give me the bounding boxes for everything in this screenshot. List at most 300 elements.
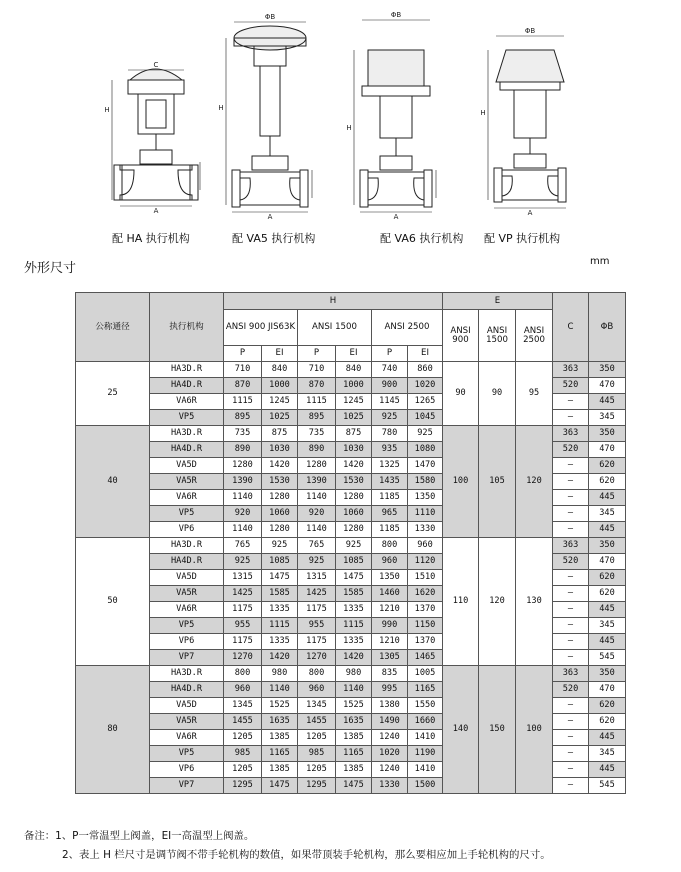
- c-cell: –: [553, 474, 589, 490]
- h-2500-ei: 1330: [408, 522, 443, 538]
- caption-va5: 配 VA5 执行机构: [232, 232, 316, 245]
- h-1500-ei: 1635: [336, 714, 372, 730]
- h-900-ei: 875: [262, 426, 298, 442]
- h-1500-ei: 875: [336, 426, 372, 442]
- h-1500-p: 925: [298, 554, 336, 570]
- h-1500-p: 955: [298, 618, 336, 634]
- h-1500-ei: 1420: [336, 650, 372, 666]
- actuator-cell: VA5R: [150, 474, 224, 490]
- h-900-ei: 1385: [262, 730, 298, 746]
- c-cell: –: [553, 586, 589, 602]
- header-h-ansi2500: ANSI 2500: [372, 310, 443, 346]
- h-900-p: 1270: [224, 650, 262, 666]
- h-900-ei: 1085: [262, 554, 298, 570]
- h-2500-ei: 1005: [408, 666, 443, 682]
- h-900-ei: 1335: [262, 634, 298, 650]
- c-cell: –: [553, 698, 589, 714]
- h-900-ei: 1115: [262, 618, 298, 634]
- table-row: [76, 362, 626, 378]
- h-1500-p: 985: [298, 746, 336, 762]
- c-cell: –: [553, 490, 589, 506]
- b-cell: 620: [589, 714, 626, 730]
- h-900-ei: 1525: [262, 698, 298, 714]
- h-900-ei: 1335: [262, 602, 298, 618]
- c-cell: –: [553, 506, 589, 522]
- h-2500-p: 800: [372, 538, 408, 554]
- actuator-cell: VP5: [150, 506, 224, 522]
- actuator-cell: HA3D.R: [150, 362, 224, 378]
- dim-h-label: H: [480, 109, 486, 117]
- caption-vp: 配 VP 执行机构: [484, 232, 561, 245]
- h-900-ei: 1280: [262, 522, 298, 538]
- actuator-cell: VA5R: [150, 714, 224, 730]
- h-900-ei: 1475: [262, 778, 298, 794]
- dim-c-label: C: [153, 61, 159, 69]
- h-900-p: 955: [224, 618, 262, 634]
- h-2500-p: 965: [372, 506, 408, 522]
- h-900-p: 1315: [224, 570, 262, 586]
- actuator-cell: VA6R: [150, 394, 224, 410]
- h-2500-p: 960: [372, 554, 408, 570]
- nominal-size-cell: 25: [76, 362, 150, 426]
- b-cell: 470: [589, 554, 626, 570]
- c-cell: 520: [553, 554, 589, 570]
- b-cell: 345: [589, 746, 626, 762]
- h-2500-p: 925: [372, 410, 408, 426]
- h-900-p: 710: [224, 362, 262, 378]
- h-2500-ei: 925: [408, 426, 443, 442]
- h-900-ei: 1475: [262, 570, 298, 586]
- h-1500-ei: 980: [336, 666, 372, 682]
- dim-b-label: ΦB: [264, 13, 276, 21]
- h-1500-p: 920: [298, 506, 336, 522]
- h-2500-p: 1325: [372, 458, 408, 474]
- header-p: P: [372, 346, 408, 362]
- h-900-p: 1345: [224, 698, 262, 714]
- h-2500-ei: 1045: [408, 410, 443, 426]
- h-900-p: 925: [224, 554, 262, 570]
- h-1500-ei: 1420: [336, 458, 372, 474]
- actuator-cell: VA5D: [150, 458, 224, 474]
- e-2500: 95: [516, 362, 553, 426]
- h-1500-ei: 1385: [336, 730, 372, 746]
- actuator-cell: HA3D.R: [150, 426, 224, 442]
- h-900-ei: 1165: [262, 746, 298, 762]
- c-cell: 363: [553, 538, 589, 554]
- h-2500-ei: 1110: [408, 506, 443, 522]
- h-900-p: 1115: [224, 394, 262, 410]
- h-1500-ei: 1030: [336, 442, 372, 458]
- h-900-ei: 1280: [262, 490, 298, 506]
- h-2500-p: 1380: [372, 698, 408, 714]
- h-2500-p: 1210: [372, 634, 408, 650]
- h-1500-p: 1280: [298, 458, 336, 474]
- c-cell: –: [553, 570, 589, 586]
- header-b: ΦB: [589, 293, 626, 362]
- actuator-cell: VP6: [150, 634, 224, 650]
- h-1500-ei: 1060: [336, 506, 372, 522]
- actuator-cell: VP6: [150, 762, 224, 778]
- h-2500-p: 1460: [372, 586, 408, 602]
- e-1500: 150: [479, 666, 516, 794]
- h-2500-p: 1435: [372, 474, 408, 490]
- h-900-ei: 1530: [262, 474, 298, 490]
- header-nominal-size: 公称通径: [76, 293, 150, 362]
- table-row: [76, 426, 626, 442]
- h-900-ei: 1420: [262, 458, 298, 474]
- actuator-cell: VA6R: [150, 730, 224, 746]
- header-ei: EI: [336, 346, 372, 362]
- h-2500-ei: 1410: [408, 762, 443, 778]
- h-900-p: 1175: [224, 634, 262, 650]
- dim-a-label: A: [527, 209, 533, 217]
- b-cell: 350: [589, 666, 626, 682]
- c-cell: –: [553, 778, 589, 794]
- b-cell: 470: [589, 442, 626, 458]
- h-1500-p: 1175: [298, 602, 336, 618]
- actuator-drawings: [0, 0, 681, 250]
- unit-label: mm: [590, 256, 610, 267]
- h-1500-ei: 1385: [336, 762, 372, 778]
- h-900-ei: 1140: [262, 682, 298, 698]
- h-2500-ei: 1370: [408, 634, 443, 650]
- dim-b-label: ΦB: [524, 27, 536, 35]
- e-900: 140: [443, 666, 479, 794]
- h-1500-p: 1205: [298, 730, 336, 746]
- b-cell: 620: [589, 474, 626, 490]
- actuator-cell: VP6: [150, 522, 224, 538]
- b-cell: 445: [589, 730, 626, 746]
- actuator-cell: VA6R: [150, 490, 224, 506]
- h-900-p: 890: [224, 442, 262, 458]
- table-row: [76, 538, 626, 554]
- h-900-ei: 1585: [262, 586, 298, 602]
- actuator-cell: HA4D.R: [150, 554, 224, 570]
- nominal-size-cell: 80: [76, 666, 150, 794]
- drawing-va6: [354, 20, 436, 212]
- c-cell: –: [553, 746, 589, 762]
- h-2500-ei: 1265: [408, 394, 443, 410]
- h-900-ei: 980: [262, 666, 298, 682]
- h-2500-ei: 1190: [408, 746, 443, 762]
- h-2500-ei: 1350: [408, 490, 443, 506]
- h-2500-p: 740: [372, 362, 408, 378]
- section-title: 外形尺寸: [24, 261, 77, 276]
- b-cell: 620: [589, 586, 626, 602]
- h-2500-ei: 1120: [408, 554, 443, 570]
- h-2500-p: 1240: [372, 762, 408, 778]
- h-1500-ei: 1530: [336, 474, 372, 490]
- e-900: 90: [443, 362, 479, 426]
- h-2500-ei: 1510: [408, 570, 443, 586]
- h-1500-ei: 1115: [336, 618, 372, 634]
- e-2500: 120: [516, 426, 553, 538]
- actuator-cell: HA4D.R: [150, 378, 224, 394]
- h-900-ei: 1385: [262, 762, 298, 778]
- h-2500-p: 995: [372, 682, 408, 698]
- b-cell: 445: [589, 522, 626, 538]
- h-900-ei: 925: [262, 538, 298, 554]
- c-cell: –: [553, 602, 589, 618]
- h-900-p: 985: [224, 746, 262, 762]
- actuator-cell: VA5R: [150, 586, 224, 602]
- c-cell: 363: [553, 426, 589, 442]
- h-2500-ei: 1410: [408, 730, 443, 746]
- nominal-size-cell: 40: [76, 426, 150, 538]
- actuator-cell: VA6R: [150, 602, 224, 618]
- h-2500-p: 1210: [372, 602, 408, 618]
- h-900-p: 960: [224, 682, 262, 698]
- h-2500-p: 990: [372, 618, 408, 634]
- actuator-cell: HA4D.R: [150, 442, 224, 458]
- h-900-ei: 1060: [262, 506, 298, 522]
- h-900-ei: 1635: [262, 714, 298, 730]
- h-1500-p: 895: [298, 410, 336, 426]
- actuator-cell: HA3D.R: [150, 666, 224, 682]
- h-900-p: 1455: [224, 714, 262, 730]
- b-cell: 445: [589, 394, 626, 410]
- e-900: 110: [443, 538, 479, 666]
- header-c: C: [553, 293, 589, 362]
- b-cell: 545: [589, 650, 626, 666]
- h-1500-p: 1140: [298, 490, 336, 506]
- h-1500-ei: 1140: [336, 682, 372, 698]
- caption-ha: 配 HA 执行机构: [112, 232, 190, 245]
- c-cell: –: [553, 730, 589, 746]
- c-cell: 363: [553, 666, 589, 682]
- h-900-ei: 1025: [262, 410, 298, 426]
- h-2500-ei: 1150: [408, 618, 443, 634]
- b-cell: 350: [589, 362, 626, 378]
- h-1500-p: 1175: [298, 634, 336, 650]
- actuator-cell: VP5: [150, 410, 224, 426]
- h-1500-ei: 1585: [336, 586, 372, 602]
- h-900-ei: 1000: [262, 378, 298, 394]
- e-1500: 120: [479, 538, 516, 666]
- caption-va6: 配 VA6 执行机构: [380, 232, 464, 245]
- h-2500-ei: 1500: [408, 778, 443, 794]
- h-900-p: 895: [224, 410, 262, 426]
- h-900-p: 870: [224, 378, 262, 394]
- e-1500: 90: [479, 362, 516, 426]
- h-1500-ei: 1475: [336, 778, 372, 794]
- h-900-p: 1140: [224, 522, 262, 538]
- h-1500-ei: 1475: [336, 570, 372, 586]
- actuator-cell: VP5: [150, 746, 224, 762]
- h-900-p: 1390: [224, 474, 262, 490]
- h-2500-ei: 1620: [408, 586, 443, 602]
- h-1500-p: 870: [298, 378, 336, 394]
- c-cell: –: [553, 618, 589, 634]
- c-cell: 520: [553, 378, 589, 394]
- actuator-cell: HA3D.R: [150, 538, 224, 554]
- header-e-ansi1500: ANSI 1500: [479, 310, 516, 362]
- dim-h-label: H: [218, 104, 224, 112]
- h-2500-ei: 1020: [408, 378, 443, 394]
- h-1500-p: 1115: [298, 394, 336, 410]
- h-2500-p: 935: [372, 442, 408, 458]
- h-1500-p: 765: [298, 538, 336, 554]
- h-1500-p: 1295: [298, 778, 336, 794]
- b-cell: 345: [589, 618, 626, 634]
- h-1500-ei: 1025: [336, 410, 372, 426]
- h-900-p: 1425: [224, 586, 262, 602]
- b-cell: 620: [589, 458, 626, 474]
- h-1500-p: 1345: [298, 698, 336, 714]
- header-ei: EI: [262, 346, 298, 362]
- h-1500-ei: 1165: [336, 746, 372, 762]
- h-1500-ei: 1280: [336, 490, 372, 506]
- c-cell: 363: [553, 362, 589, 378]
- h-2500-ei: 1370: [408, 602, 443, 618]
- h-900-ei: 1420: [262, 650, 298, 666]
- h-1500-p: 1140: [298, 522, 336, 538]
- c-cell: –: [553, 762, 589, 778]
- header-h-ansi900: ANSI 900 JIS63K: [224, 310, 298, 346]
- c-cell: –: [553, 458, 589, 474]
- note-2: 2、表上 H 栏尺寸是调节阀不带手轮机构的数值，如果带顶装手轮机构，那么要相应加上手轮机构的尺寸。: [62, 849, 551, 861]
- h-900-ei: 1245: [262, 394, 298, 410]
- b-cell: 445: [589, 634, 626, 650]
- h-900-p: 1175: [224, 602, 262, 618]
- header-e-ansi2500: ANSI 2500: [516, 310, 553, 362]
- h-1500-p: 890: [298, 442, 336, 458]
- header-e: E: [443, 293, 553, 310]
- b-cell: 445: [589, 602, 626, 618]
- drawing-va5: [226, 22, 312, 212]
- h-2500-ei: 960: [408, 538, 443, 554]
- header-p: P: [298, 346, 336, 362]
- nominal-size-cell: 50: [76, 538, 150, 666]
- actuator-cell: VP5: [150, 618, 224, 634]
- h-1500-p: 1425: [298, 586, 336, 602]
- b-cell: 345: [589, 410, 626, 426]
- b-cell: 620: [589, 698, 626, 714]
- drawing-ha: [112, 69, 200, 206]
- c-cell: –: [553, 650, 589, 666]
- actuator-cell: VA5D: [150, 570, 224, 586]
- h-2500-p: 900: [372, 378, 408, 394]
- h-1500-ei: 840: [336, 362, 372, 378]
- h-2500-ei: 860: [408, 362, 443, 378]
- header-actuator: 执行机构: [150, 293, 224, 362]
- h-2500-ei: 1080: [408, 442, 443, 458]
- c-cell: –: [553, 714, 589, 730]
- h-1500-ei: 925: [336, 538, 372, 554]
- dimension-table: [75, 292, 626, 794]
- dim-a-label: A: [393, 213, 399, 221]
- h-1500-ei: 1525: [336, 698, 372, 714]
- h-1500-p: 1205: [298, 762, 336, 778]
- h-900-p: 1205: [224, 730, 262, 746]
- actuator-cell: VA5D: [150, 698, 224, 714]
- notes: [24, 827, 551, 865]
- h-2500-p: 1185: [372, 522, 408, 538]
- h-900-p: 920: [224, 506, 262, 522]
- h-1500-p: 1270: [298, 650, 336, 666]
- b-cell: 470: [589, 682, 626, 698]
- c-cell: 520: [553, 682, 589, 698]
- h-1500-p: 735: [298, 426, 336, 442]
- dim-h-label: H: [346, 124, 352, 132]
- h-2500-p: 1350: [372, 570, 408, 586]
- drawing-vp: [488, 36, 566, 208]
- h-900-p: 1205: [224, 762, 262, 778]
- c-cell: –: [553, 410, 589, 426]
- h-2500-p: 1240: [372, 730, 408, 746]
- h-2500-ei: 1580: [408, 474, 443, 490]
- h-2500-p: 1305: [372, 650, 408, 666]
- actuator-cell: HA4D.R: [150, 682, 224, 698]
- header-p: P: [224, 346, 262, 362]
- c-cell: 520: [553, 442, 589, 458]
- header-h: H: [224, 293, 443, 310]
- h-2500-p: 1330: [372, 778, 408, 794]
- h-1500-ei: 1335: [336, 634, 372, 650]
- dim-h-label: H: [104, 106, 110, 114]
- actuator-cell: VP7: [150, 650, 224, 666]
- b-cell: 445: [589, 490, 626, 506]
- h-2500-p: 1020: [372, 746, 408, 762]
- h-2500-ei: 1470: [408, 458, 443, 474]
- h-2500-p: 780: [372, 426, 408, 442]
- h-1500-ei: 1245: [336, 394, 372, 410]
- note-1: 备注：1、P一常温型上阀盖，EI一高温型上阀盖。: [24, 830, 255, 842]
- h-900-p: 1140: [224, 490, 262, 506]
- header-h-ansi1500: ANSI 1500: [298, 310, 372, 346]
- h-2500-ei: 1660: [408, 714, 443, 730]
- h-1500-ei: 1000: [336, 378, 372, 394]
- table-row: [76, 666, 626, 682]
- h-900-ei: 840: [262, 362, 298, 378]
- header-e-ansi900: ANSI 900: [443, 310, 479, 362]
- c-cell: –: [553, 634, 589, 650]
- h-2500-p: 1490: [372, 714, 408, 730]
- h-1500-p: 1315: [298, 570, 336, 586]
- h-900-ei: 1030: [262, 442, 298, 458]
- h-2500-p: 835: [372, 666, 408, 682]
- b-cell: 445: [589, 762, 626, 778]
- b-cell: 350: [589, 426, 626, 442]
- e-2500: 130: [516, 538, 553, 666]
- h-2500-ei: 1165: [408, 682, 443, 698]
- h-1500-p: 1390: [298, 474, 336, 490]
- h-1500-ei: 1280: [336, 522, 372, 538]
- h-900-p: 1295: [224, 778, 262, 794]
- c-cell: –: [553, 522, 589, 538]
- h-1500-p: 960: [298, 682, 336, 698]
- dim-b-label: ΦB: [390, 11, 402, 19]
- h-900-p: 800: [224, 666, 262, 682]
- h-1500-ei: 1085: [336, 554, 372, 570]
- h-1500-p: 710: [298, 362, 336, 378]
- h-2500-ei: 1550: [408, 698, 443, 714]
- header-ei: EI: [408, 346, 443, 362]
- h-2500-p: 1185: [372, 490, 408, 506]
- h-900-p: 765: [224, 538, 262, 554]
- b-cell: 345: [589, 506, 626, 522]
- b-cell: 545: [589, 778, 626, 794]
- dim-a-label: A: [267, 213, 273, 221]
- h-1500-p: 800: [298, 666, 336, 682]
- e-1500: 105: [479, 426, 516, 538]
- h-2500-ei: 1465: [408, 650, 443, 666]
- dim-a-label: A: [153, 207, 159, 215]
- b-cell: 470: [589, 378, 626, 394]
- b-cell: 620: [589, 570, 626, 586]
- h-1500-ei: 1335: [336, 602, 372, 618]
- b-cell: 350: [589, 538, 626, 554]
